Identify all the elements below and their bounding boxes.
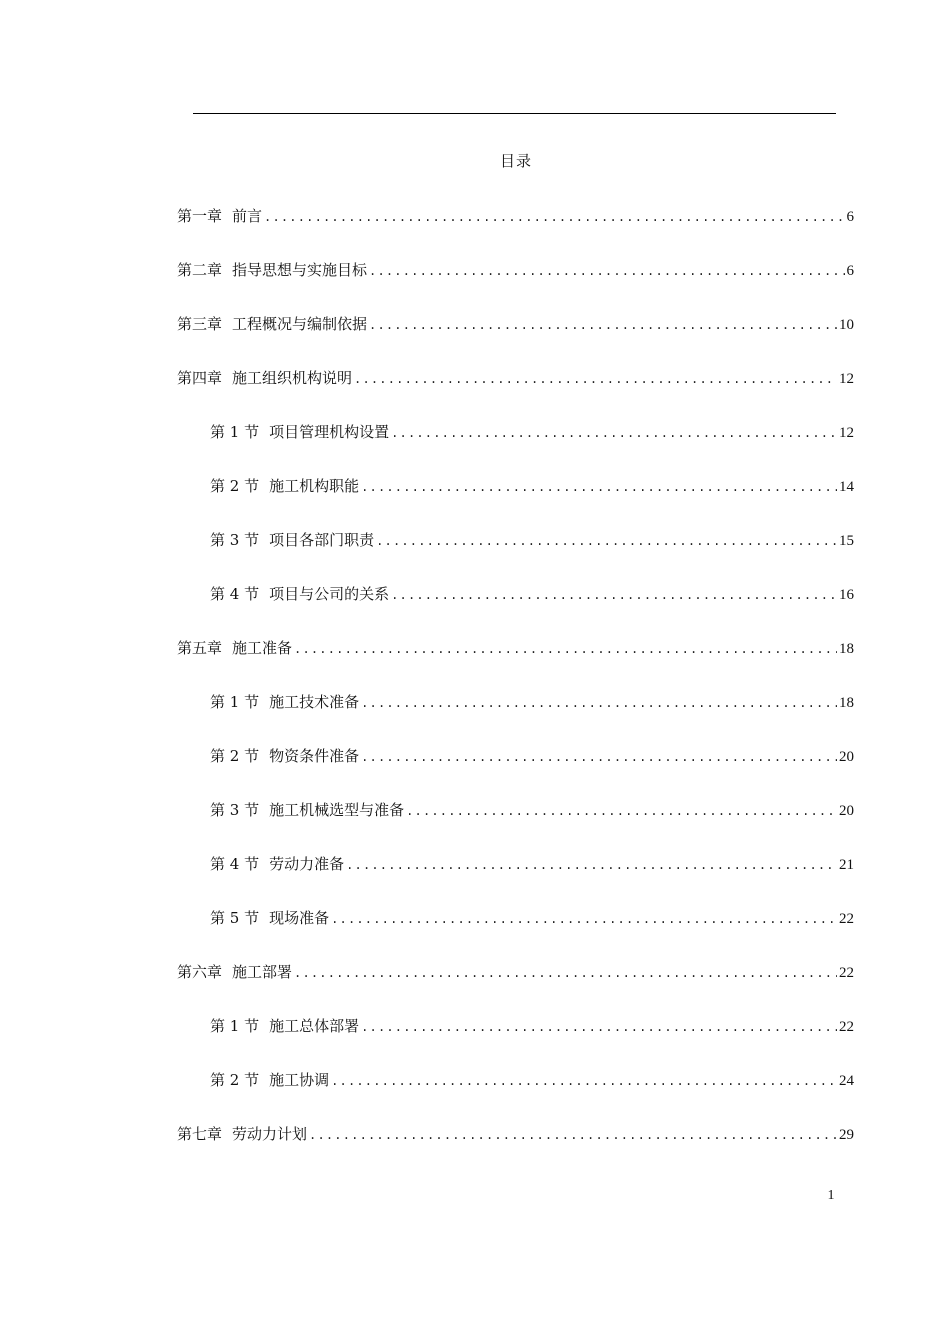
toc-entry-page: 16 — [839, 587, 854, 603]
toc-chapter-entry[interactable] — [177, 1123, 854, 1145]
toc-entry-number: 第七章 — [177, 1125, 223, 1143]
toc-entry-page: 20 — [839, 803, 854, 819]
toc-entry-number: 第 3 节 — [210, 531, 260, 549]
toc-dot-leader — [294, 638, 837, 660]
toc-section-entry[interactable] — [210, 475, 854, 497]
toc-entry-label: 劳动力准备 — [269, 855, 345, 873]
toc-entry-page: 12 — [839, 425, 854, 441]
toc-entry-label: 施工组织机构说明 — [232, 369, 353, 387]
toc-entry-number: 第二章 — [177, 261, 223, 279]
toc-chapter-entry[interactable] — [177, 259, 854, 281]
toc-section-entry[interactable] — [210, 799, 854, 821]
toc-section-entry[interactable] — [210, 907, 854, 929]
toc-chapter-entry[interactable] — [177, 961, 854, 983]
toc-entry-number: 第 4 节 — [210, 585, 260, 603]
toc-entry-number: 第 1 节 — [210, 423, 260, 441]
toc-dot-leader — [331, 908, 837, 930]
toc-entry-page: 18 — [839, 641, 854, 657]
toc-entry-number: 第 2 节 — [210, 747, 260, 765]
toc-entry-label: 施工部署 — [232, 963, 293, 981]
toc-section-entry[interactable] — [210, 745, 854, 767]
toc-dot-leader — [361, 746, 837, 768]
toc-entry-number: 第一章 — [177, 207, 223, 225]
toc-dot-leader — [376, 530, 837, 552]
toc-entry-page: 6 — [846, 263, 854, 279]
toc-entry-label: 施工协调 — [269, 1071, 330, 1089]
toc-entry-label: 项目与公司的关系 — [269, 585, 390, 603]
toc-entry-number: 第 2 节 — [210, 477, 260, 495]
toc-entry-label: 现场准备 — [269, 909, 330, 927]
toc-entry-number: 第 2 节 — [210, 1071, 260, 1089]
toc-section-entry[interactable] — [210, 691, 854, 713]
toc-entry-page: 29 — [839, 1127, 854, 1143]
toc-dot-leader — [354, 368, 837, 390]
toc-dot-leader — [361, 476, 837, 498]
toc-chapter-entry[interactable] — [177, 637, 854, 659]
toc-dot-leader — [361, 1016, 837, 1038]
toc-entry-number: 第四章 — [177, 369, 223, 387]
toc-entry-page: 22 — [839, 911, 854, 927]
toc-dot-leader — [331, 1070, 837, 1092]
toc-dot-leader — [391, 584, 837, 606]
toc-entry-page: 12 — [839, 371, 854, 387]
toc-section-entry[interactable] — [210, 583, 854, 605]
toc-entry-label: 项目各部门职责 — [269, 531, 375, 549]
toc-entry-page: 18 — [839, 695, 854, 711]
toc-section-entry[interactable] — [210, 853, 854, 875]
toc-dot-leader — [406, 800, 837, 822]
toc-chapter-entry[interactable] — [177, 313, 854, 335]
toc-entry-label: 施工机械选型与准备 — [269, 801, 405, 819]
toc-entry-label: 劳动力计划 — [232, 1125, 308, 1143]
toc-dot-leader — [309, 1124, 837, 1146]
toc-dot-leader — [294, 962, 837, 984]
toc-dot-leader — [369, 314, 837, 336]
toc-entry-number: 第六章 — [177, 963, 223, 981]
toc-section-entry[interactable] — [210, 529, 854, 551]
toc-dot-leader — [264, 206, 844, 228]
toc-entry-number: 第五章 — [177, 639, 223, 657]
toc-entry-label: 项目管理机构设置 — [269, 423, 390, 441]
toc-section-entry[interactable] — [210, 421, 854, 443]
toc-entry-label: 施工技术准备 — [269, 693, 360, 711]
toc-entry-label: 施工机构职能 — [269, 477, 360, 495]
toc-entry-page: 15 — [839, 533, 854, 549]
toc-entry-number: 第 1 节 — [210, 693, 260, 711]
toc-chapter-entry[interactable] — [177, 367, 854, 389]
toc-entry-number: 第 4 节 — [210, 855, 260, 873]
toc-entry-number: 第 5 节 — [210, 909, 260, 927]
toc-entry-page: 14 — [839, 479, 854, 495]
toc-section-entry[interactable] — [210, 1069, 854, 1091]
toc-entry-label: 指导思想与实施目标 — [232, 261, 368, 279]
toc-entry-page: 24 — [839, 1073, 854, 1089]
toc-entry-number: 第 1 节 — [210, 1017, 260, 1035]
toc-title: 目录 — [499, 152, 532, 170]
toc-dot-leader — [346, 854, 837, 876]
toc-entry-page: 22 — [839, 1019, 854, 1035]
toc-entry-page: 21 — [839, 857, 854, 873]
toc-entry-page: 6 — [846, 209, 854, 225]
toc-section-entry[interactable] — [210, 1015, 854, 1037]
toc-dot-leader — [361, 692, 837, 714]
toc-dot-leader — [391, 422, 837, 444]
toc-entry-number: 第 3 节 — [210, 801, 260, 819]
toc-entry-label: 施工总体部署 — [269, 1017, 360, 1035]
toc-chapter-entry[interactable] — [177, 205, 854, 227]
toc-entry-label: 前言 — [232, 207, 263, 225]
toc-entry-label: 物资条件准备 — [269, 747, 360, 765]
page-number: 1 — [827, 1188, 835, 1203]
toc-entry-page: 22 — [839, 965, 854, 981]
toc-entry-page: 10 — [839, 317, 854, 333]
toc-entry-page: 20 — [839, 749, 854, 765]
toc-entry-number: 第三章 — [177, 315, 223, 333]
toc-entry-label: 工程概况与编制依据 — [232, 315, 368, 333]
toc-dot-leader — [369, 260, 844, 282]
toc-entry-label: 施工准备 — [232, 639, 293, 657]
